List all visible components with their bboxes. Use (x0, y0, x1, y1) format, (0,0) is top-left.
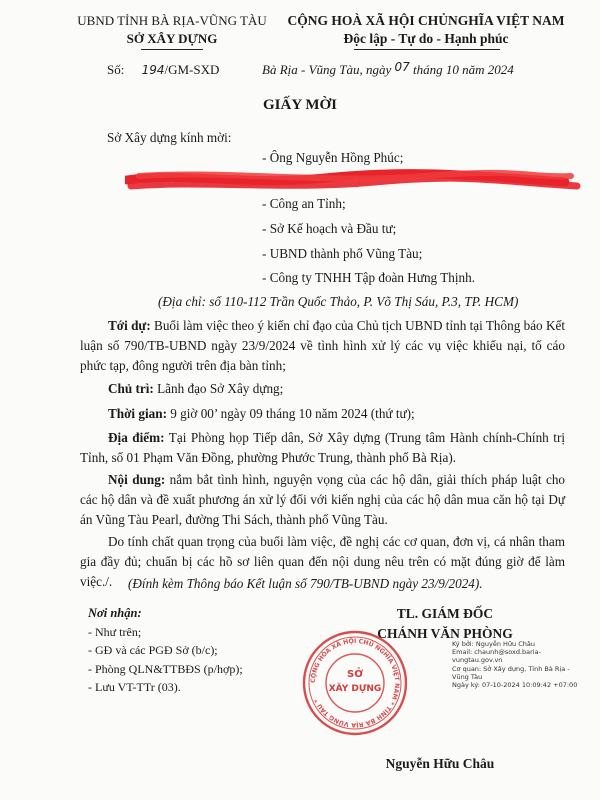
recipients-label: Nơi nhận: (88, 606, 142, 620)
purpose-paragraph (80, 316, 565, 376)
content-text: nắm bắt tình hình, nguyện vọng của các hộ dân, giải thích pháp luật cho các hộ dân và đề xuất phương án xử lý đối với kiến nghị của các hộ dân mua căn hộ tại Dự án Vũng Tàu Pearl, đường Thi Sách, thành phố Vũng Tàu. (80, 472, 566, 527)
place-date-rest: tháng 10 năm 2024 (413, 62, 514, 77)
company-address: (Địa chỉ: số 110-112 Trần Quốc Thảo, P. Võ Thị Sáu, P.3, TP. HCM) (158, 294, 519, 309)
chair-line (108, 379, 283, 399)
document-number (107, 62, 219, 78)
digital-sig-line: Ngày ký: 07-10-2024 10:09:42 +07:00 (452, 681, 578, 690)
invitation-intro: Sở Xây dựng kính mời: (107, 130, 232, 145)
location-text: Tại Phòng họp Tiếp dân, Sở Xây dựng (Trung tâm Hành chính-Chính trị Tỉnh, số 01 Phạm Văn Đồng, phường Phước Trung, thành phố Bà Rịa). (80, 430, 565, 465)
content-label: Nội dung: (108, 472, 166, 487)
svg-text:XÂY DỰNG: XÂY DỰNG (328, 684, 382, 694)
digital-sig-line: Cơ quan: Sở Xây dựng, Tỉnh Bà Rịa - Vũng Tàu (452, 664, 570, 681)
issuer-block (72, 12, 272, 48)
svg-text:(Địa chỉ: số .................: (Địa chỉ: số ...................................................) (143, 175, 361, 189)
purpose-label: Tới dự: (108, 318, 151, 333)
content-paragraph (80, 470, 565, 530)
issuer-department: SỞ XÂY DỰNG (126, 31, 218, 46)
invitee-item: - Công ty TNHH Tập đoàn Hưng Thịnh. (262, 270, 476, 285)
signature-title-2: CHÁNH VĂN PHÒNG (377, 626, 513, 641)
time-label: Thời gian: (108, 406, 167, 421)
signer-name: Nguyễn Hữu Châu (385, 756, 495, 771)
recipients-block (88, 604, 243, 697)
place-date-prefix: Bà Rịa - Vũng Tàu, ngày (262, 62, 392, 77)
recipient-item: - Lưu VT-TTr (03). (88, 680, 181, 694)
document-title: GIẤY MỜI (262, 97, 338, 113)
attachment-note: (Đính kèm Thông báo Kết luận số 790/TB-UBND ngày 23/9/2024). (128, 576, 483, 591)
location-label: Địa điểm: (108, 430, 165, 445)
issuer-authority: UBND TỈNH BÀ RỊA-VŨNG TÀU (77, 13, 267, 28)
invitee-item: - Ông Nguyễn Hồng Phúc; (262, 150, 404, 165)
recipient-item: - Như trên; (88, 624, 142, 639)
digital-signature-info (452, 640, 587, 689)
time-text: 9 giờ 00’ ngày 09 tháng 10 năm 2024 (thứ tư); (170, 406, 415, 421)
chair-label: Chủ trì: (108, 381, 154, 396)
digital-sig-line: Ký bởi: Nguyễn Hữu Châu (452, 640, 535, 648)
signature-title-1: TL. GIÁM ĐỐC (396, 606, 494, 621)
recipient-item: - Phòng QLN&TTBĐS (p/hợp); (88, 661, 243, 676)
issuer-underline (141, 49, 203, 50)
motto-underline (354, 49, 500, 50)
recipient-item: - GĐ và các PGĐ Sở (b/c); (88, 643, 218, 657)
doc-number-label: Số: (107, 62, 125, 77)
doc-number-value: 194 (141, 63, 165, 77)
national-motto: Độc lập - Tự do - Hạnh phúc (343, 31, 509, 46)
purpose-text: Buổi làm việc theo ý kiến chỉ đạo của Chủ tịch UBND tỉnh tại Thông báo Kết luận số 790/TB-UBND ngày 23/9/2024 về tình hình xử lý các vụ việc khiếu nại, tố cáo phức tạp, đông người trên địa bàn tỉnh; (80, 318, 566, 373)
digital-sig-line: Email: chaunh@soxd.baria-vungtau.gov.vn (452, 648, 541, 665)
svg-text:SỞ: SỞ (347, 669, 363, 680)
closing-paragraph: Do tính chất quan trọng của buổi làm việc, đề nghị các cơ quan, đơn vị, cá nhân tham gia đầy đủ; chuẩn bị các hồ sơ liên quan đến nội dung nêu trên có mặt đúng giờ để làm việc./. (80, 534, 565, 589)
location-paragraph (80, 428, 565, 468)
svg-text:CỘNG HÒA XÃ HỘI CHỦ NGHĨA VIỆT: CỘNG HÒA XÃ HỘI CHỦ NGHĨA VIỆT NAM * TỈNH BÀ RỊA VŨNG TÀU * (309, 637, 401, 729)
redaction-mark (125, 164, 585, 204)
national-motto-block (276, 12, 576, 48)
invitee-item: - Công an Tỉnh; (262, 196, 346, 211)
national-title: CỘNG HOÀ XÃ HỘI CHỦNGHĨA VIỆT NAM (287, 13, 565, 28)
chair-text: Lãnh đạo Sở Xây dựng; (157, 381, 284, 396)
place-date (262, 62, 514, 78)
place-date-day: 07 (394, 60, 410, 74)
official-stamp (300, 628, 410, 738)
invitee-item: - UBND thành phố Vũng Tàu; (262, 246, 423, 261)
time-line (108, 404, 415, 424)
invitee-item: - Sở Kế hoạch và Đầu tư; (262, 221, 397, 236)
doc-number-suffix: /GM-SXD (164, 62, 220, 77)
